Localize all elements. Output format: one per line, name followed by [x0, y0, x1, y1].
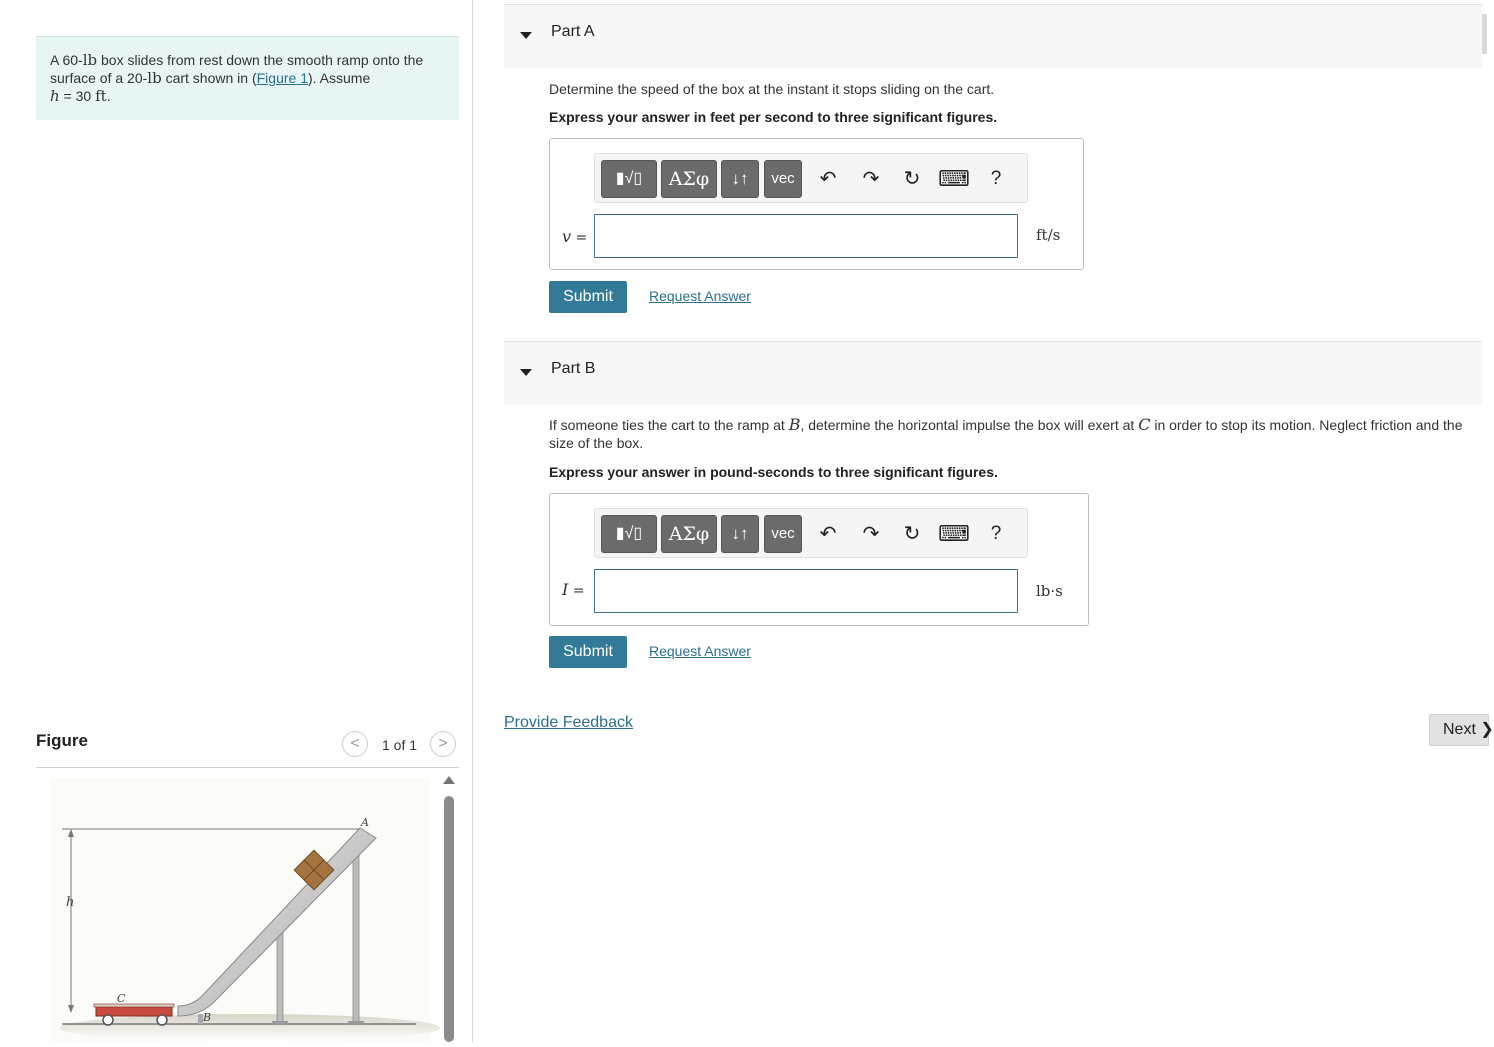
templates-button[interactable]: [601, 515, 657, 553]
arrows-button[interactable]: ↓↑: [721, 160, 759, 198]
left-pane: [0, 0, 473, 1042]
problem-text: ). Assume: [307, 70, 371, 86]
figure-counter: 1 of 1: [382, 737, 418, 753]
chevron-right-icon: >: [438, 735, 448, 752]
part-a-question: Determine the speed of the box at the instant it stops sliding on the cart.: [549, 81, 995, 97]
math-toolbar: [594, 153, 1028, 203]
var-C: C: [1138, 415, 1151, 434]
unit-label: ft/s: [1036, 226, 1061, 244]
figure-link[interactable]: Figure 1: [256, 70, 308, 86]
keyboard-icon[interactable]: ⌨: [938, 166, 970, 191]
provide-feedback-link[interactable]: Provide Feedback: [504, 714, 633, 731]
help-icon[interactable]: ?: [990, 168, 1002, 189]
part-b-question: [549, 416, 1484, 452]
part-b-answer-box: [549, 493, 1089, 626]
part-a-header[interactable]: [504, 4, 1482, 68]
unit-lb: lb: [82, 51, 98, 69]
part-b-request-answer-link[interactable]: Request Answer: [649, 643, 751, 659]
part-a-answer-box: [549, 138, 1084, 270]
support-foot: [272, 1021, 288, 1025]
var-B: B: [788, 415, 801, 434]
question-text: If someone ties the cart to the ramp at: [549, 417, 789, 433]
part-a-answer-input[interactable]: [594, 214, 1018, 258]
right-pane: [474, 0, 1494, 1042]
next-button[interactable]: Next ❯: [1429, 714, 1489, 746]
support-foot: [348, 1021, 364, 1025]
reset-icon[interactable]: ↻: [903, 523, 921, 545]
vector-button[interactable]: vec: [764, 515, 802, 553]
help-icon[interactable]: ?: [990, 523, 1002, 544]
problem-statement: [36, 36, 459, 120]
part-b-instruction: Express your answer in pound-seconds to three significant figures.: [549, 464, 998, 480]
figure-scrollbar[interactable]: [443, 776, 455, 1042]
equals-sign: =: [568, 583, 585, 599]
math-toolbar: [594, 508, 1028, 558]
collapse-triangle-icon[interactable]: [520, 369, 532, 376]
question-text: in order to stop its motion. Neglect friction and the size of the box.: [549, 417, 1463, 451]
part-b-answer-input[interactable]: [594, 569, 1018, 613]
ramp-cart-diagram: [50, 778, 430, 1042]
cart-wheel: [103, 1015, 113, 1025]
templates-icon: ▮√▯: [615, 525, 643, 542]
label-A: A: [361, 816, 369, 829]
problem-text: cart shown in (: [161, 70, 257, 86]
var-h: h: [50, 87, 60, 105]
figure-header: [36, 728, 459, 768]
figure-image: [50, 778, 430, 1042]
question-text: , determine the horizontal impulse the box will exert at: [800, 417, 1139, 433]
variable-v: v: [562, 227, 572, 246]
part-a-submit-button[interactable]: Submit: [549, 281, 627, 313]
scroll-thumb[interactable]: [444, 796, 454, 1042]
variable-label: [562, 227, 587, 246]
arrows-button[interactable]: ↓↑: [721, 515, 759, 553]
label-h: h: [66, 895, 75, 910]
undo-icon[interactable]: ↶: [819, 523, 837, 545]
variable-label: [562, 580, 585, 599]
floor-shadow: [60, 1014, 440, 1042]
reset-icon[interactable]: ↻: [903, 168, 921, 190]
cart-wheel: [157, 1015, 167, 1025]
templates-icon: ▮√▯: [615, 170, 643, 187]
templates-button[interactable]: [601, 160, 657, 198]
problem-text: = 30: [59, 88, 96, 104]
part-b-title: Part B: [551, 360, 596, 377]
problem-text: box slides from rest down the smooth ramp onto the surface of a 20-: [50, 52, 424, 86]
scroll-up-arrow-icon[interactable]: [443, 776, 455, 784]
problem-text: .: [106, 88, 111, 104]
greek-symbols-button[interactable]: ΑΣφ: [661, 515, 717, 553]
figure-background: [50, 778, 430, 1042]
unit-lb: lb: [147, 69, 162, 87]
ramp-support-mid: [277, 926, 283, 1024]
redo-icon[interactable]: ↷: [862, 168, 880, 190]
part-b-header[interactable]: [504, 341, 1482, 405]
cart-surface: [94, 1004, 174, 1007]
part-a-request-answer-link[interactable]: Request Answer: [649, 288, 751, 304]
unit-ft: ft: [95, 87, 107, 105]
ramp-support-tall: [353, 848, 359, 1024]
label-C: C: [117, 992, 126, 1005]
figure-next-button[interactable]: [430, 731, 456, 757]
chevron-left-icon: <: [350, 735, 360, 752]
keyboard-icon[interactable]: ⌨: [938, 521, 970, 546]
equals-sign: =: [571, 230, 588, 246]
unit-label: lb·s: [1036, 582, 1063, 600]
label-B: B: [203, 1011, 212, 1024]
redo-icon[interactable]: ↷: [862, 523, 880, 545]
greek-symbols-button[interactable]: ΑΣφ: [661, 160, 717, 198]
figure-title: Figure: [36, 731, 88, 750]
variable-I: I: [562, 580, 569, 599]
figure-prev-button[interactable]: [342, 731, 368, 757]
collapse-triangle-icon[interactable]: [520, 32, 532, 39]
vector-button[interactable]: vec: [764, 160, 802, 198]
part-a-instruction: Express your answer in feet per second to three significant figures.: [549, 109, 998, 125]
undo-icon[interactable]: ↶: [819, 168, 837, 190]
part-a-title: Part A: [551, 23, 595, 40]
part-b-submit-button[interactable]: Submit: [549, 636, 627, 668]
problem-text: A 60-: [50, 52, 83, 68]
